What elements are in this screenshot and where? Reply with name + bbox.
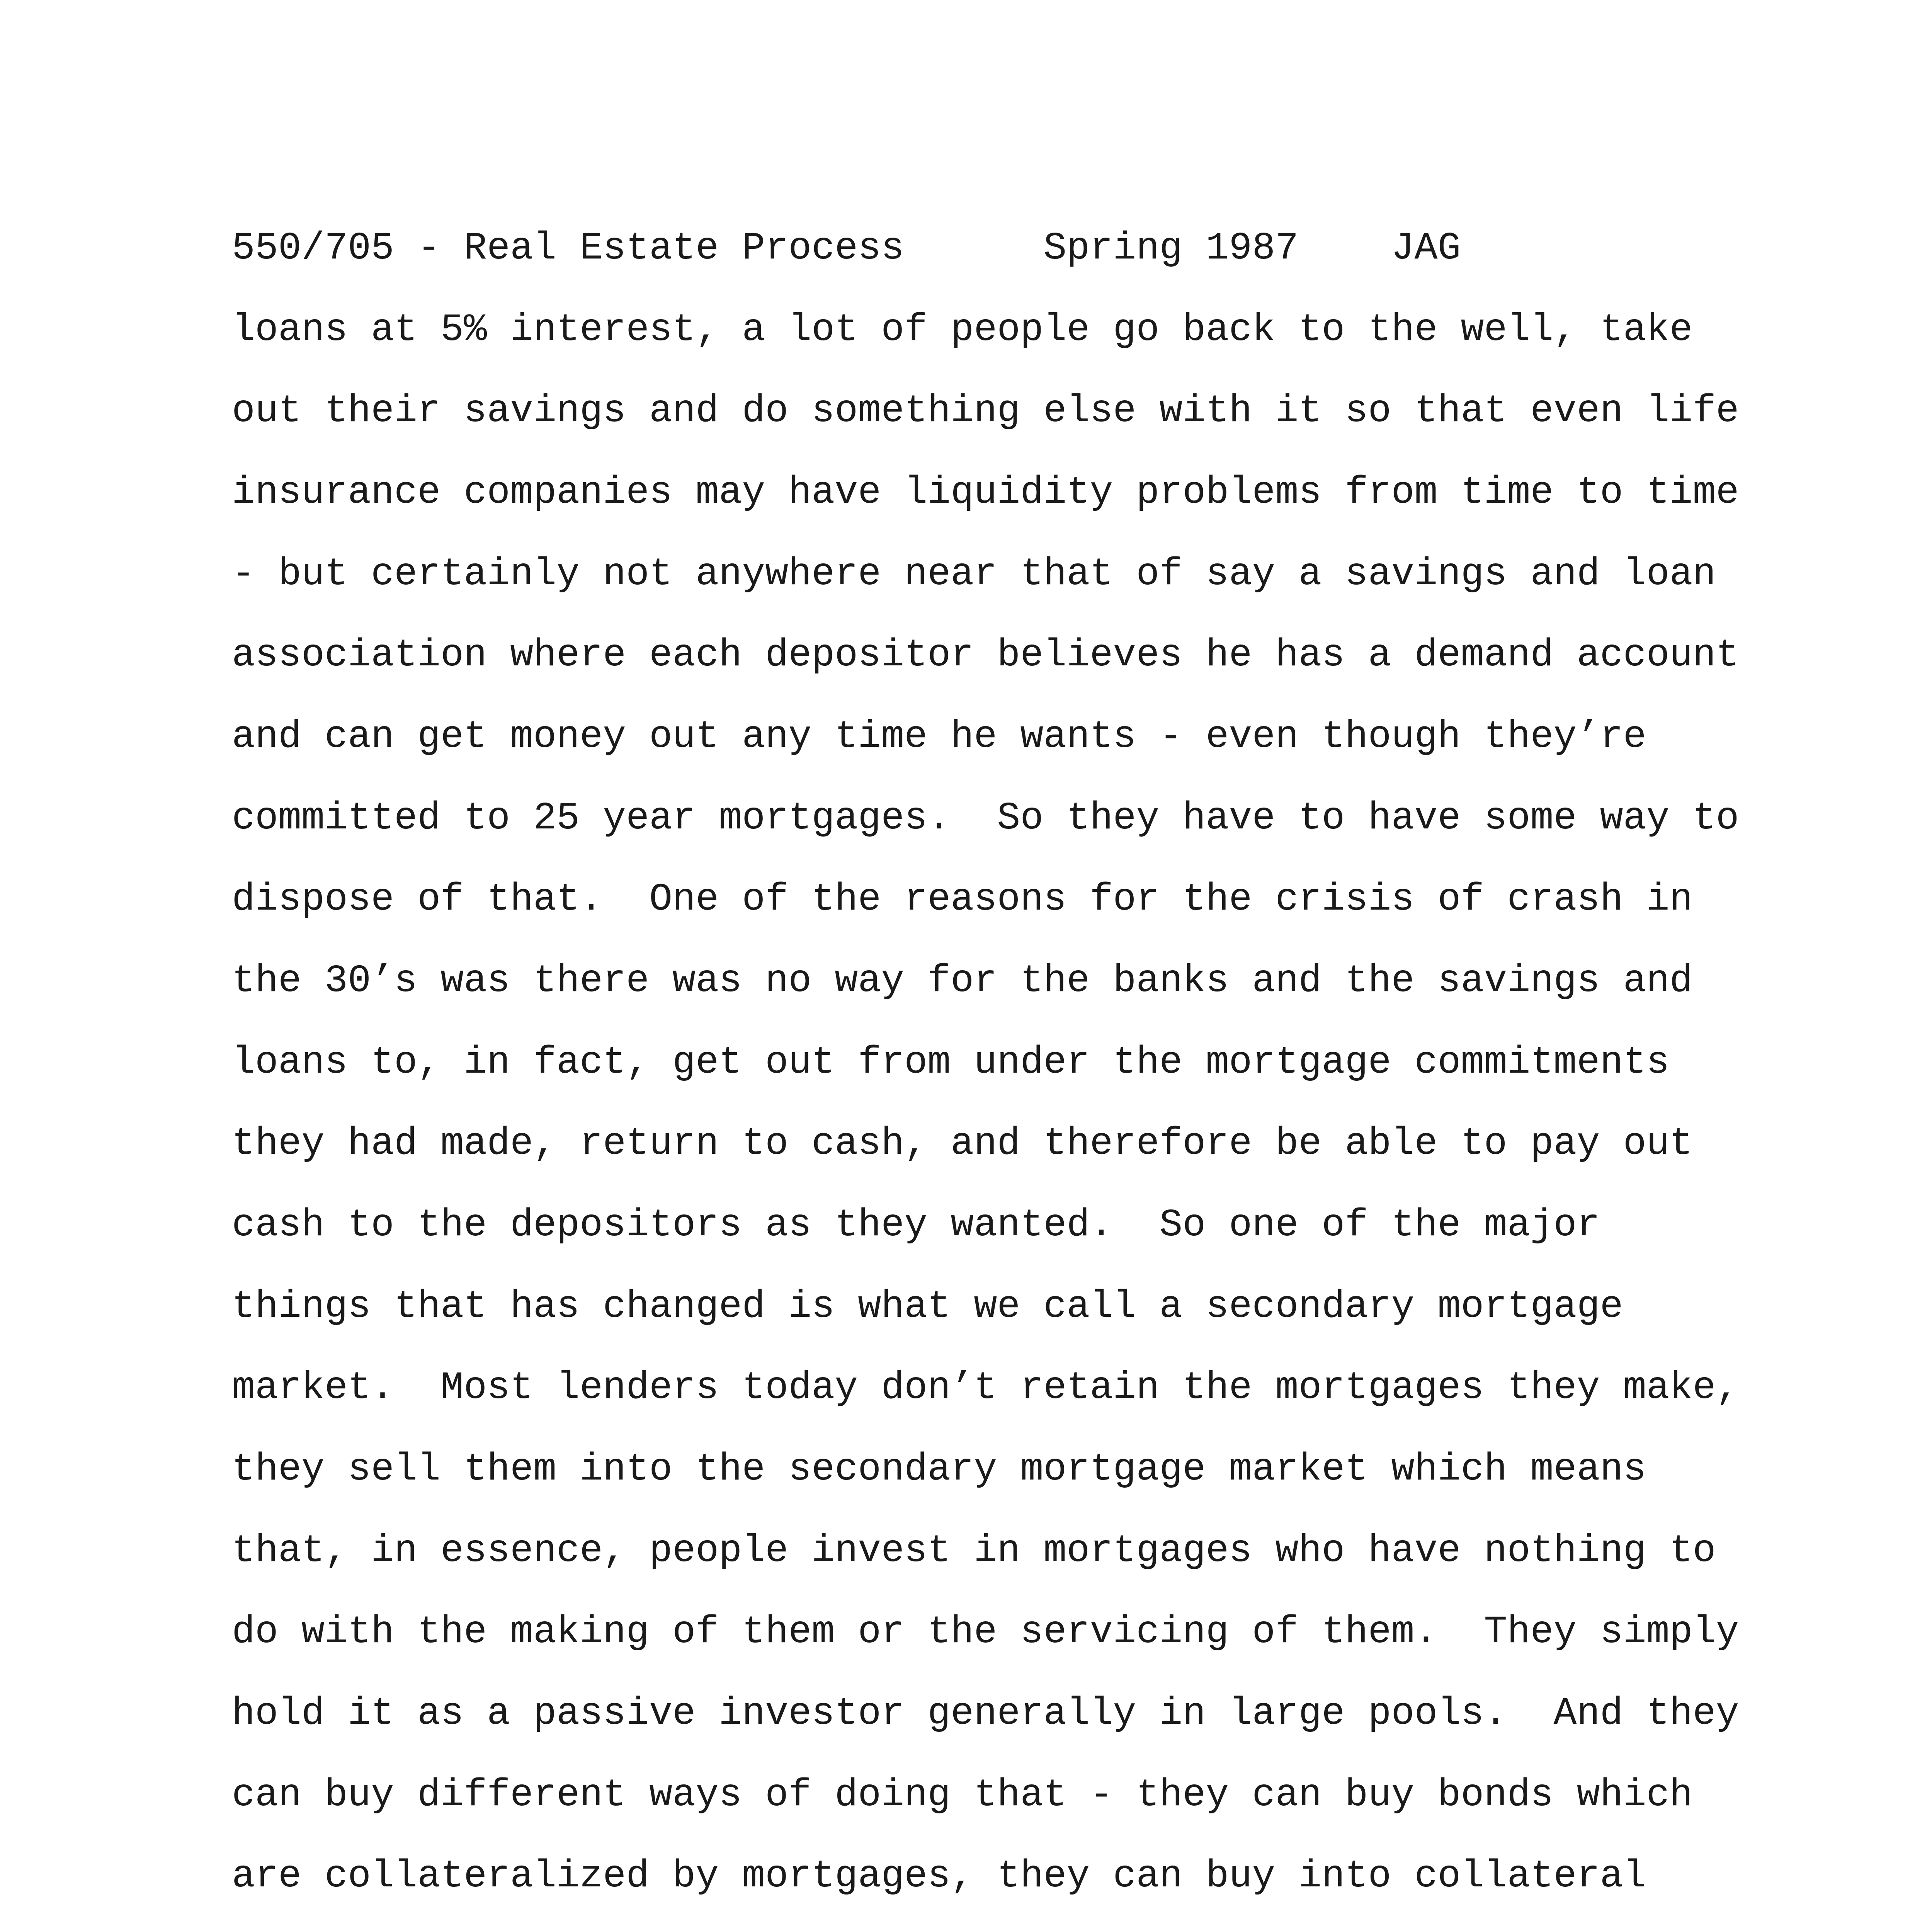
body-line: committed to 25 year mortgages. So they have to have some way to bbox=[232, 797, 1739, 840]
body-line: cash to the depositors as they wanted. So one of the major bbox=[232, 1204, 1600, 1247]
body-line: association where each depositor believes he has a demand account bbox=[232, 634, 1739, 677]
body-line: do with the making of them or the servicing of them. They simply bbox=[232, 1611, 1739, 1654]
body-line: they had made, return to cash, and therefore be able to pay out bbox=[232, 1122, 1693, 1166]
body-line: they sell them into the secondary mortgage market which means bbox=[232, 1448, 1646, 1492]
body-line: loans at 5% interest, a lot of people go back to the well, take bbox=[232, 308, 1693, 352]
body-line: loans to, in fact, get out from under the mortgage commitments bbox=[232, 1041, 1670, 1085]
body-line: the 30’s was there was no way for the banks and the savings and bbox=[232, 959, 1693, 1003]
body-line: can buy different ways of doing that - they can buy bonds which bbox=[232, 1774, 1693, 1817]
running-header: 550/705 - Real Estate Process Spring 1987 JAG bbox=[232, 227, 1461, 270]
body-line: - but certainly not anywhere near that of say a savings and loan bbox=[232, 553, 1716, 596]
body-line: and can get money out any time he wants - even though they’re bbox=[232, 715, 1646, 759]
body-line: things that has changed is what we call a secondary mortgage bbox=[232, 1285, 1623, 1329]
body-line: that, in essence, people invest in mortgages who have nothing to bbox=[232, 1529, 1716, 1573]
body-line: hold it as a passive investor generally in large pools. And they bbox=[232, 1692, 1739, 1736]
body-line: out their savings and do something else with it so that even life bbox=[232, 389, 1739, 433]
body-line: insurance companies may have liquidity problems from time to time bbox=[232, 471, 1739, 515]
body-line: dispose of that. One of the reasons for the crisis of crash in bbox=[232, 878, 1693, 922]
body-line: market. Most lenders today don’t retain the mortgages they make, bbox=[232, 1366, 1739, 1410]
body-line: are collateralized by mortgages, they can buy into collateral bbox=[232, 1855, 1646, 1898]
